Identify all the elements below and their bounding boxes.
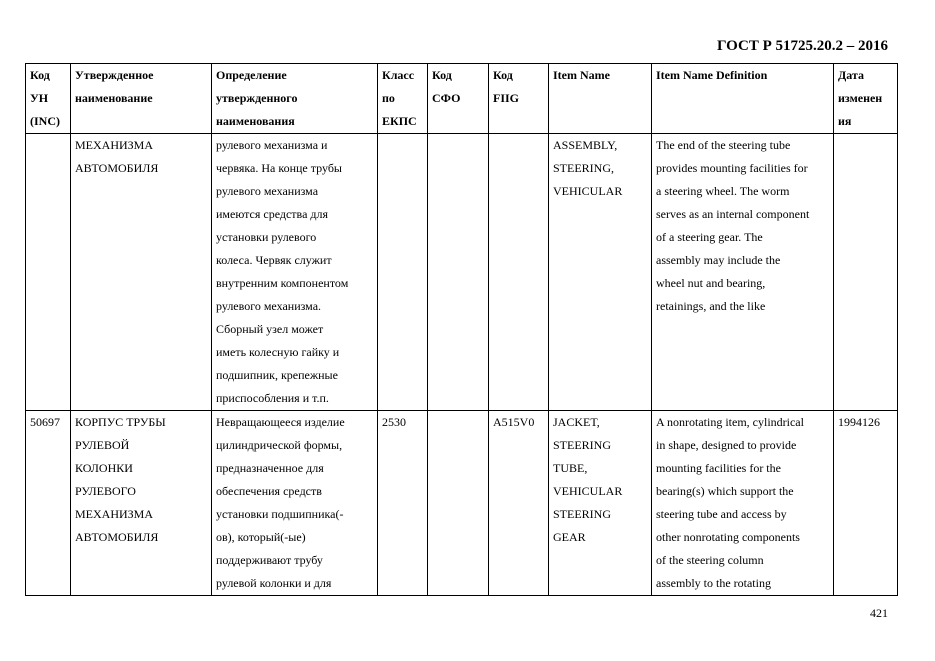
cell-inc: 50697	[26, 411, 71, 596]
header-item-definition: Item Name Definition	[652, 64, 834, 134]
header-date: Дата изменен ия	[834, 64, 898, 134]
header-item-name: Item Name	[549, 64, 652, 134]
table-header-row	[26, 64, 898, 134]
cell-inc	[26, 134, 71, 411]
document-code: ГОСТ Р 51725.20.2 – 2016	[716, 38, 888, 54]
cell-definition: рулевого механизма и червяка. На конце трубы рулевого механизма имеются средства для установки рулевого колеса. Червяк служит внутренним компонентом рулевого механизма. Сборный узел может иметь колесную гайку и подшипник, крепежные приспособления и т.п.	[212, 134, 378, 411]
cell-class: 2530	[378, 411, 428, 596]
cell-date	[834, 134, 898, 411]
cell-fiig	[489, 134, 549, 411]
cell-item-name: ASSEMBLY, STEERING, VEHICULAR	[549, 134, 652, 411]
table-row	[26, 411, 898, 596]
cell-item-name: JACKET, STEERING TUBE, VEHICULAR STEERING GEAR	[549, 411, 652, 596]
header-fiig: Код FIIG	[489, 64, 549, 134]
header-sfo: Код СФО	[428, 64, 489, 134]
cell-item-definition: The end of the steering tube provides mounting facilities for a steering wheel. The worm serves as an internal component of a steering gear. The assembly may include the wheel nut and bearing, retainings, and the like	[652, 134, 834, 411]
cell-date: 1994126	[834, 411, 898, 596]
cell-approved-name: КОРПУС ТРУБЫ РУЛЕВОЙ КОЛОНКИ РУЛЕВОГО МЕХАНИЗМА АВТОМОБИЛЯ	[71, 411, 212, 596]
cell-sfo	[428, 411, 489, 596]
cell-sfo	[428, 134, 489, 411]
cell-fiig: A515V0	[489, 411, 549, 596]
header-definition: Определение утвержденного наименования	[212, 64, 378, 134]
table-row	[26, 134, 898, 411]
page-number: 421	[870, 606, 888, 620]
data-table	[25, 63, 898, 596]
header-class: Класс по ЕКПС	[378, 64, 428, 134]
cell-item-definition: A nonrotating item, cylindrical in shape, designed to provide mounting facilities for the bearing(s) which support the steering tube and access by other nonrotating components of the steering column assembly to the rotating	[652, 411, 834, 596]
cell-definition: Невращающееся изделие цилиндрической формы, предназначенное для обеспечения средств установки подшипника(- ов), который(-ые) поддерживают трубу рулевой колонки и для	[212, 411, 378, 596]
header-approved-name: Утвержденное наименование	[71, 64, 212, 134]
header-inc: Код УН (INC)	[26, 64, 71, 134]
cell-approved-name: МЕХАНИЗМА АВТОМОБИЛЯ	[71, 134, 212, 411]
cell-class	[378, 134, 428, 411]
